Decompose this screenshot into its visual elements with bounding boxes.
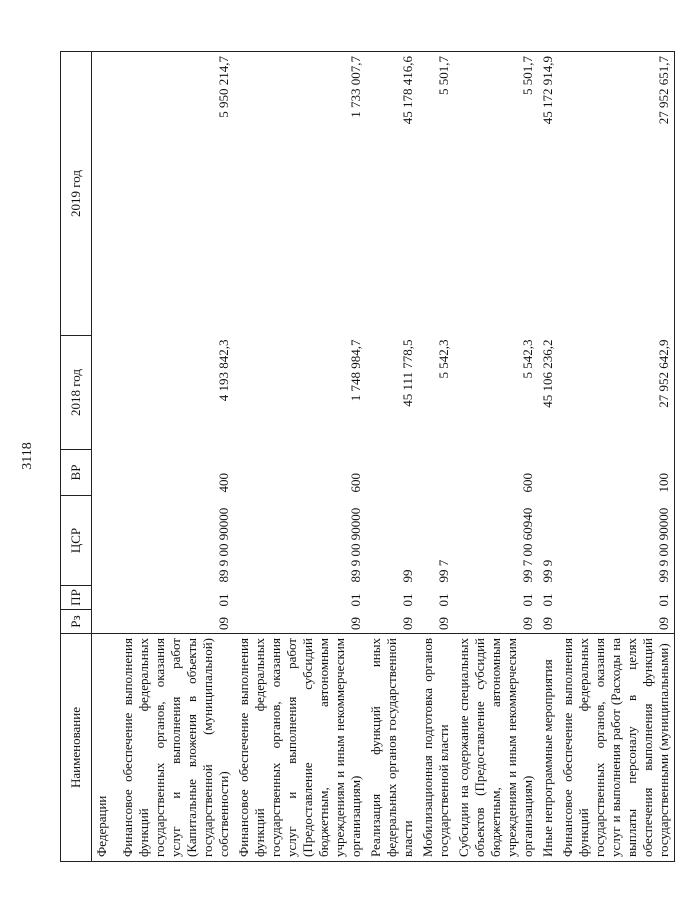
row-pr: 01: [348, 593, 363, 607]
row-pr: [92, 586, 119, 610]
row-rz: [92, 610, 119, 634]
row-pr: 01: [540, 593, 555, 607]
table-header-row: [61, 52, 92, 862]
row-name: Субсидии на содержание специальных объектов (Предоставление субсидий бюджетным, автономным учреждениям и иным некоммерческим организациям): [454, 634, 538, 862]
rotated-budget-table-container: [60, 52, 671, 862]
row-2018: 27 952 642,9: [558, 336, 675, 450]
header-pr: ПР: [61, 586, 92, 610]
row-2018: 45 111 778,5: [400, 339, 415, 407]
row-2018: 4 193 842,3: [216, 339, 231, 402]
row-csr: 89 9 00 90000: [348, 507, 363, 583]
row-2019: 1 733 007,7: [234, 52, 366, 336]
table-row: [234, 52, 366, 862]
row-2019: 45 172 914,9: [538, 52, 558, 336]
row-name: Реализация функций иных федеральных органов государственной власти: [366, 634, 418, 862]
row-vr: 100: [558, 450, 675, 496]
header-rz: Рз: [61, 610, 92, 634]
row-2018: [92, 336, 119, 450]
row-vr: 400: [216, 473, 231, 493]
row-csr: 99 9 00 90000: [558, 496, 675, 586]
row-2019: 45 178 416,6: [366, 52, 418, 336]
table-row: [118, 52, 234, 862]
row-pr: 01: [400, 593, 415, 607]
row-name: Иные непрограммные мероприятия: [538, 634, 558, 862]
row-csr: 89 9 00 90000: [216, 507, 231, 583]
row-2019: [92, 52, 119, 336]
row-name: Финансовое обеспечение выполнения функций федеральных государственных органов, оказания услуг и выполнения работ (Капитальные вложения в объекты государственной (муниципальной) собственности): [118, 634, 234, 862]
row-vr: [92, 450, 119, 496]
row-2019: 5 950 214,7: [118, 52, 234, 336]
table-row: [92, 52, 119, 862]
table-row: [558, 52, 675, 862]
row-vr: [366, 450, 418, 496]
row-rz: 09: [436, 617, 451, 630]
row-2018: 45 106 236,2: [540, 339, 555, 408]
row-2018: 1 748 984,7: [348, 339, 363, 402]
table-row: [418, 52, 454, 862]
row-2019: 5 501,7: [418, 52, 454, 336]
page-number: [18, 441, 38, 471]
row-rz: 09: [540, 617, 555, 630]
row-rz: 09: [348, 617, 363, 630]
row-name: Финансовое обеспечение выполнения функций федеральных государственных органов, оказания услуг и выполнения работ (Расходы на выплаты персоналу в целях обеспечения выполнения функций государственными (муниципальными): [558, 634, 675, 862]
budget-table: [60, 51, 675, 862]
row-csr: 99 7 00 60940: [520, 507, 535, 583]
row-pr: 01: [216, 593, 231, 607]
row-rz: 09: [520, 617, 535, 630]
row-2019: 27 952 651,7: [558, 52, 675, 336]
row-rz: 09: [216, 617, 231, 630]
row-rz: 09: [558, 610, 675, 634]
row-pr: 01: [558, 586, 675, 610]
row-name: Федерации: [92, 634, 119, 862]
header-2018: 2018 год: [61, 336, 92, 450]
header-2019: 2019 год: [61, 52, 92, 336]
table-row: [538, 52, 558, 862]
row-name: Финансовое обеспечение выполнения функций федеральных государственных органов, оказания услуг и выполнения работ (Предоставление субсидий бюджетным, автономным учреждениям и иным некоммерческим организациям): [234, 634, 366, 862]
row-vr: 600: [348, 473, 363, 493]
row-2019: 5 501,7: [454, 52, 538, 336]
header-name: Наименование: [61, 634, 92, 862]
table-row: [366, 52, 418, 862]
row-csr: 99 7: [436, 559, 451, 583]
row-rz: 09: [400, 617, 415, 630]
row-csr: 99 9: [540, 559, 555, 583]
row-pr: 01: [436, 593, 451, 607]
header-vr: ВР: [61, 450, 92, 496]
row-csr: 99: [400, 569, 415, 583]
row-vr: [538, 450, 558, 496]
row-csr: [92, 496, 119, 586]
header-csr: ЦСР: [61, 496, 92, 586]
page-number-text: 3118: [20, 442, 35, 470]
row-2018: 5 542,3: [436, 339, 451, 379]
row-vr: [418, 450, 454, 496]
table-row: [454, 52, 538, 862]
row-vr: 600: [520, 473, 535, 493]
row-pr: 01: [520, 593, 535, 607]
row-2018: 5 542,3: [520, 339, 535, 379]
row-name: Мобилизационная подготовка органов государственной власти: [418, 634, 454, 862]
